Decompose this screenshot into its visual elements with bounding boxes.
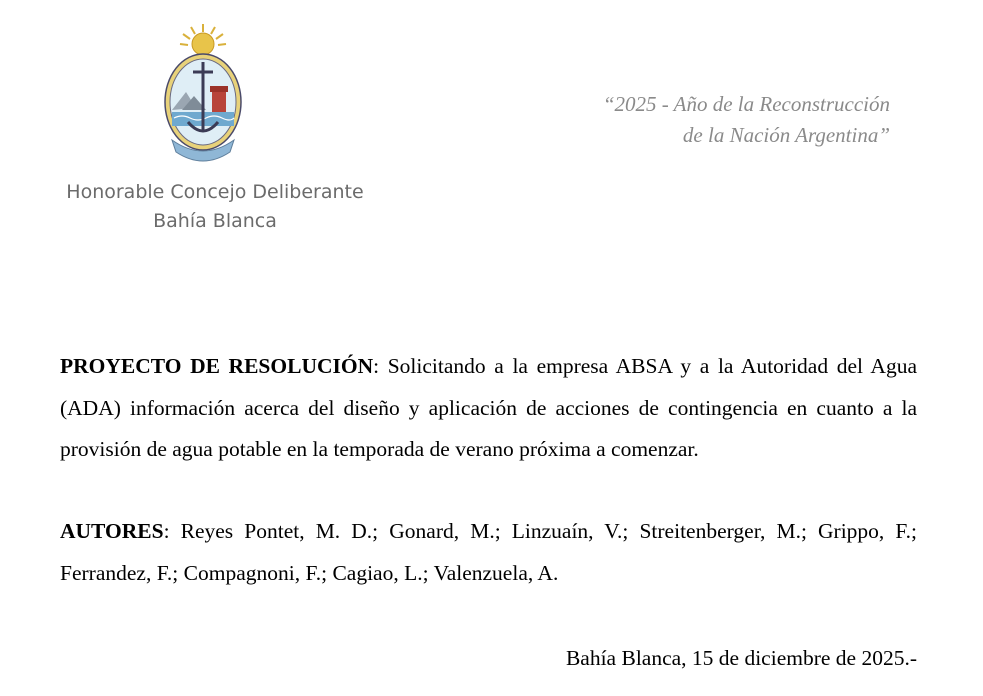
authors-paragraph <box>60 511 917 594</box>
project-text: : Solicitando a la empresa ABSA y a la Autoridad del Agua (ADA) información acerca del diseño y aplicación de acciones de contingencia en cuanto a la provisión de agua potable en la temporada de verano próxima a comenzar. <box>60 354 917 461</box>
project-label: PROYECTO DE RESOLUCIÓN <box>60 354 374 378</box>
date-line: Bahía Blanca, 15 de diciembre de 2025.- <box>565 646 917 670</box>
organization-name <box>60 178 370 236</box>
year-motto <box>603 89 890 151</box>
motto-line-2: de la Nación Argentina” <box>682 123 890 147</box>
authors-label: AUTORES <box>60 519 164 543</box>
motto-line-1: “2025 - Año de la Reconstrucción <box>602 92 890 116</box>
coat-of-arms-icon <box>160 22 246 168</box>
authors-text: : Reyes Pontet, M. D.; Gonard, M.; Linzuaín, V.; Streitenberger, M.; Grippo, F.; Ferrandez, F.; Compagnoni, F.; Cagiao, L.; Valenzuela, A. <box>60 519 917 585</box>
org-line-2: Bahía Blanca <box>153 210 277 232</box>
project-paragraph <box>60 346 917 471</box>
org-line-1: Honorable Concejo Deliberante <box>66 181 364 203</box>
